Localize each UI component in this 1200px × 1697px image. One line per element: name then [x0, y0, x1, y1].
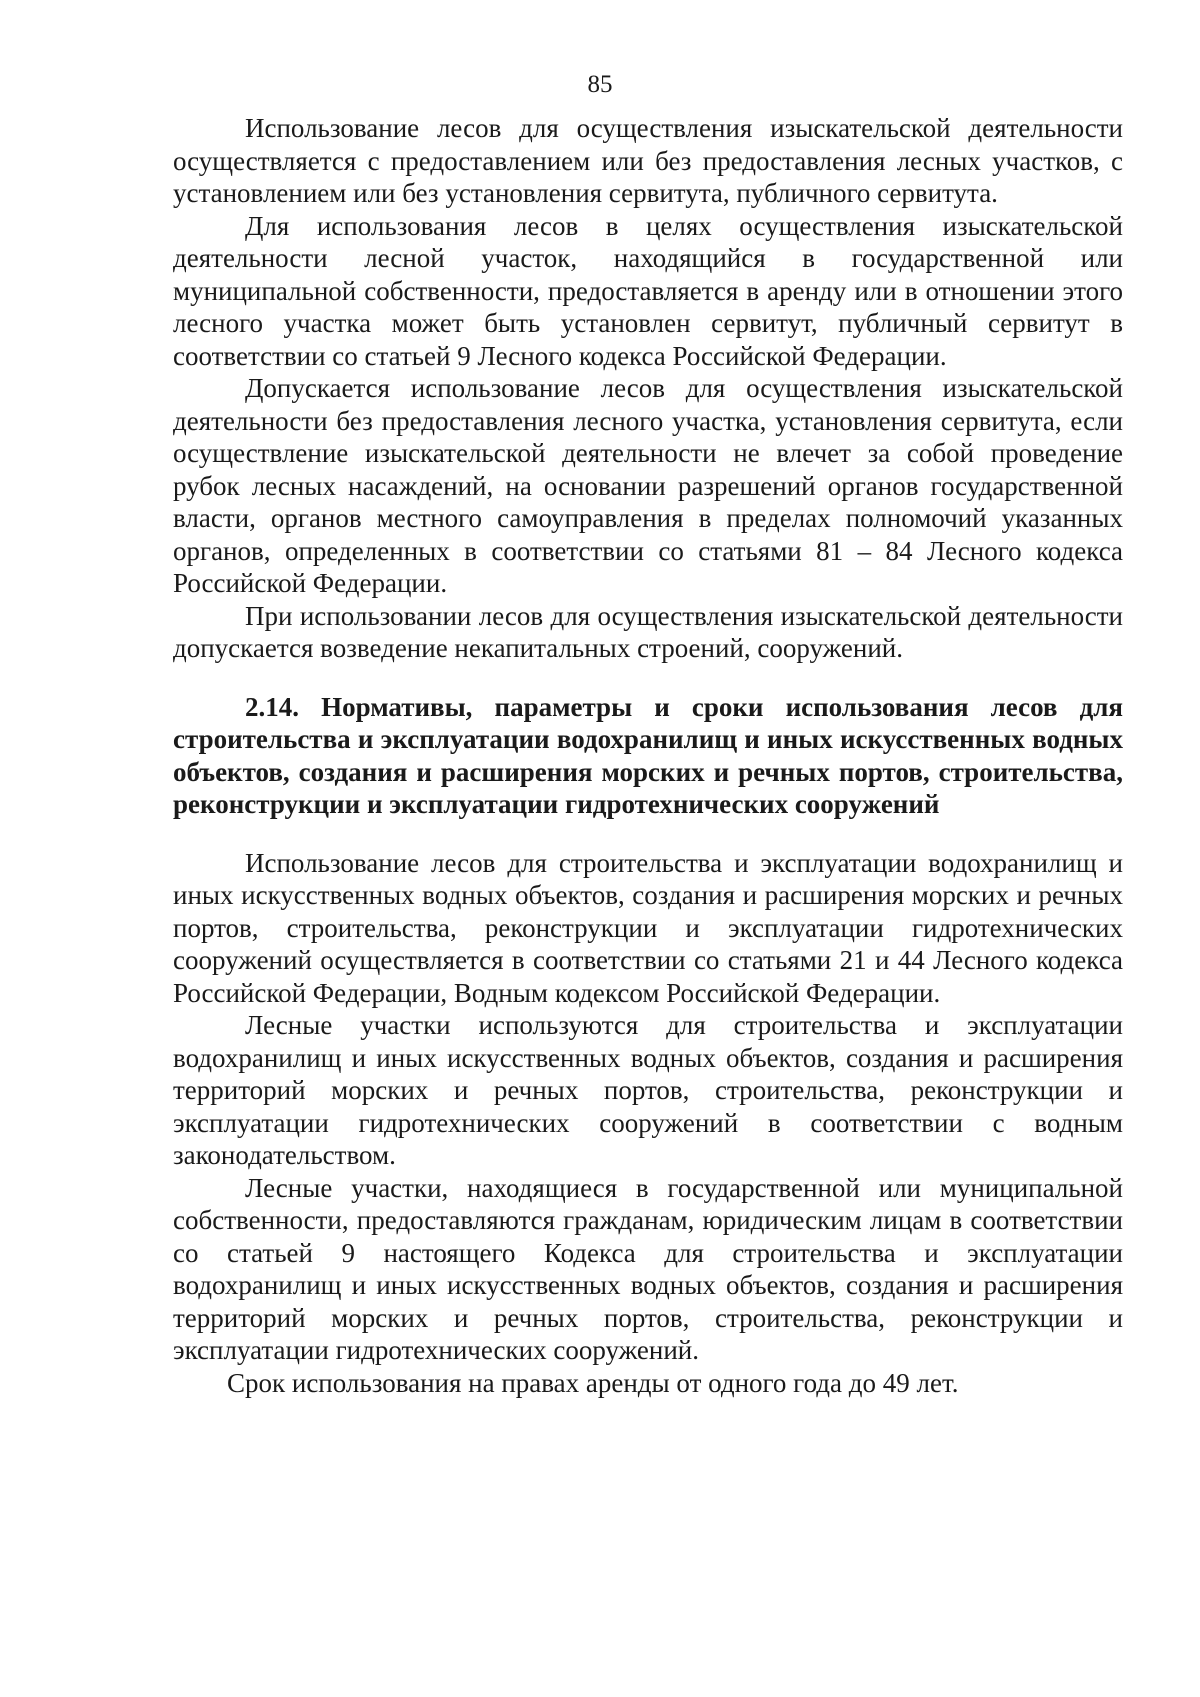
section-heading: 2.14. Нормативы, параметры и сроки использования лесов для строительства и эксплуатации водохранилищ и иных искусственных водных объектов, создания и расширения морских и речных портов, строительства, реконструкции и эксплуатации гидротехнических сооружений — [173, 691, 1123, 819]
paragraph: Лесные участки, находящиеся в государственной или муниципальной собственности, предоставляются гражданам, юридическим лицам в соответствии со статьей 9 настоящего Кодекса для строительства и эксплуатации водохранилищ и иных искусственных водных объектов, создания и расширения территорий морских и речных портов, строительства, реконструкции и эксплуатации гидротехнических сооружений. — [173, 1172, 1123, 1365]
paragraph: Использование лесов для строительства и эксплуатации водохранилищ и иных искусственных водных объектов, создания и расширения морских и речных портов, строительства, реконструкции и эксплуатации гидротехнических сооружений осуществляется в соответствии со статьями 21 и 44 Лесного кодекса Российской Федерации, Водным кодексом Российской Федерации. — [173, 847, 1123, 1008]
paragraph: Лесные участки используются для строительства и эксплуатации водохранилищ и иных искусственных водных объектов, создания и расширения территорий морских и речных портов, строительства, реконструкции и эксплуатации гидротехнических сооружений в соответствии с водным законодательством. — [173, 1010, 1123, 1170]
paragraph: Срок использования на правах аренды от одного года до 49 лет. — [227, 1367, 959, 1398]
page-body — [173, 112, 1123, 1399]
paragraph: При использовании лесов для осуществления изыскательской деятельности допускается возведение некапитальных строений, сооружений. — [173, 600, 1123, 663]
paragraph: Допускается использование лесов для осуществления изыскательской деятельности без предоставления лесного участка, установления сервитута, если осуществление изыскательской деятельности не влечет за собой проведение рубок лесных насаждений, на основании разрешений органов государственной власти, органов местного самоуправления в пределах полномочий указанных органов, определенных в соответствии со статьями 81 – 84 Лесного кодекса Российской Федерации. — [173, 373, 1123, 598]
paragraph: Использование лесов для осуществления изыскательской деятельности осуществляется с предоставлением или без предоставления лесных участков, с установлением или без установления сервитута, публичного сервитута. — [173, 113, 1123, 208]
page-number: 85 — [587, 71, 613, 98]
paragraph: Для использования лесов в целях осуществления изыскательской деятельности лесной участок, находящийся в государственной или муниципальной собственности, предоставляется в аренду или в отношении этого лесного участка может быть установлен сервитут, публичный сервитут в соответствии со статьей 9 Лесного кодекса Российской Федерации. — [173, 210, 1123, 371]
